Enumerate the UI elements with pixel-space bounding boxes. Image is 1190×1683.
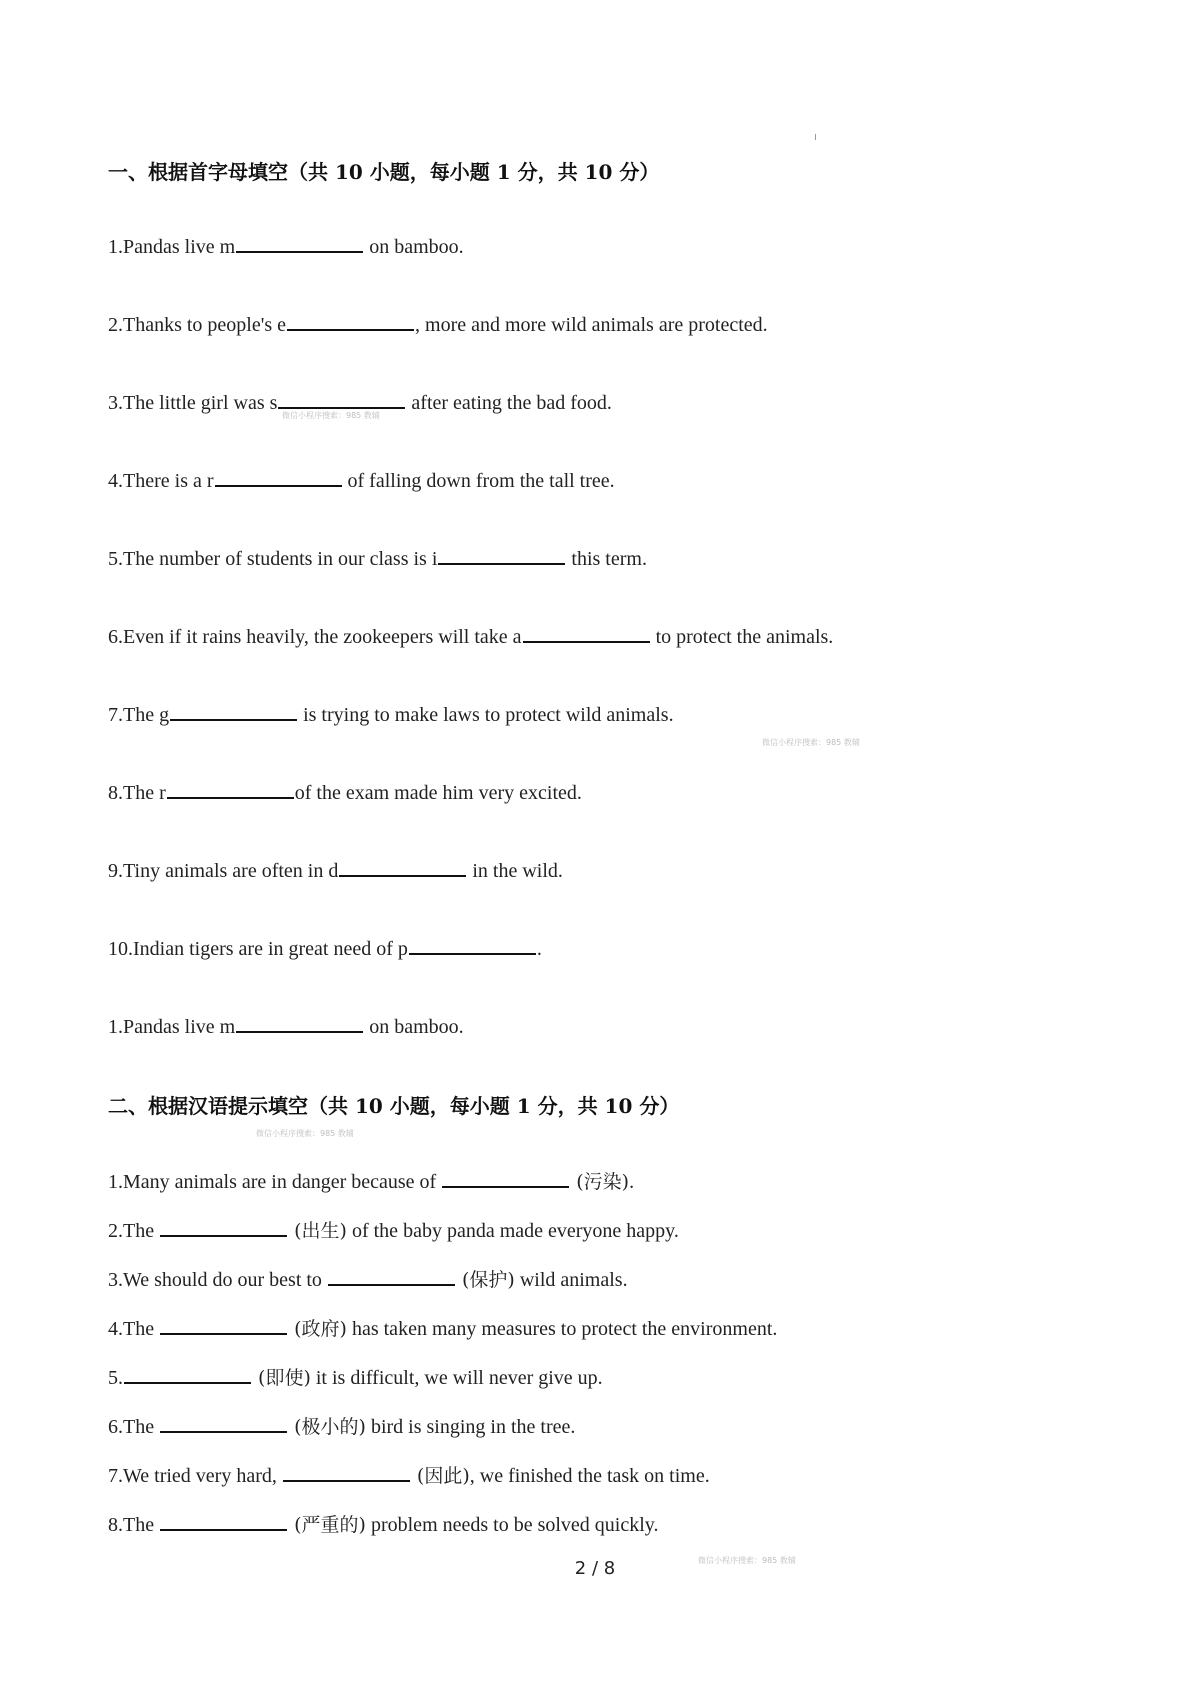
s2-question-3: 3.We should do our best to (保护) wild animals. (108, 1266, 628, 1292)
answer-blank[interactable] (328, 1266, 455, 1286)
s1-question-11: 1.Pandas live m on bamboo. (108, 1013, 464, 1039)
answer-blank[interactable] (215, 467, 342, 487)
section-1-title: 一、根据首字母填空（共 10 小题，每小题 1 分，共 10 分） (108, 160, 660, 184)
page-number: 2 / 8 (574, 1558, 616, 1579)
answer-blank[interactable] (523, 623, 650, 643)
s2-question-6: 6.The (极小的) bird is singing in the tree. (108, 1413, 575, 1439)
answer-blank[interactable] (438, 545, 565, 565)
answer-blank[interactable] (160, 1511, 287, 1531)
answer-blank[interactable] (442, 1168, 569, 1188)
s2-question-5: 5. (即使) it is difficult, we will never give up. (108, 1364, 603, 1390)
answer-blank[interactable] (160, 1315, 287, 1335)
s1-question-3: 3.The little girl was s after eating the bad food. (108, 389, 612, 415)
s1-question-6: 6.Even if it rains heavily, the zookeepers will take a to protect the animals. (108, 623, 833, 649)
s1-question-8: 8.The r of the exam made him very excited. (108, 779, 582, 805)
answer-blank[interactable] (167, 779, 294, 799)
s1-question-9: 9.Tiny animals are often in d in the wild. (108, 857, 563, 883)
s2-question-7: 7.We tried very hard, (因此), we finished the task on time. (108, 1462, 710, 1488)
answer-blank[interactable] (236, 233, 363, 253)
answer-blank[interactable] (160, 1413, 287, 1433)
s2-question-8: 8.The (严重的) problem needs to be solved quickly. (108, 1511, 659, 1537)
corner-mark (815, 134, 816, 140)
watermark: 微信小程序搜索：985 教辅 (256, 1129, 354, 1138)
watermark: 微信小程序搜索：985 教辅 (762, 738, 860, 747)
answer-blank[interactable] (160, 1217, 287, 1237)
answer-blank[interactable] (170, 701, 297, 721)
answer-blank[interactable] (283, 1462, 410, 1482)
s1-question-7: 7.The g is trying to make laws to protect wild animals. (108, 701, 674, 727)
answer-blank[interactable] (287, 311, 414, 331)
s1-question-1: 1.Pandas live m on bamboo. (108, 233, 464, 259)
s1-question-5: 5.The number of students in our class is i this term. (108, 545, 647, 571)
s1-question-2: 2.Thanks to people's e , more and more wild animals are protected. (108, 311, 768, 337)
s2-question-1: 1.Many animals are in danger because of (污染). (108, 1168, 634, 1194)
answer-blank[interactable] (278, 389, 405, 409)
answer-blank[interactable] (339, 857, 466, 877)
section-2-title: 二、根据汉语提示填空（共 10 小题，每小题 1 分，共 10 分） (108, 1094, 680, 1118)
watermark: 微信小程序搜索：985 教辅 (698, 1556, 796, 1565)
s1-question-10: 10.Indian tigers are in great need of p . (108, 935, 542, 961)
s2-question-4: 4.The (政府) has taken many measures to protect the environment. (108, 1315, 777, 1341)
s2-question-2: 2.The (出生) of the baby panda made everyone happy. (108, 1217, 679, 1243)
answer-blank[interactable] (409, 935, 536, 955)
watermark: 微信小程序搜索：985 教辅 (282, 411, 380, 420)
answer-blank[interactable] (124, 1364, 251, 1384)
s1-question-4: 4.There is a r of falling down from the tall tree. (108, 467, 615, 493)
answer-blank[interactable] (236, 1013, 363, 1033)
